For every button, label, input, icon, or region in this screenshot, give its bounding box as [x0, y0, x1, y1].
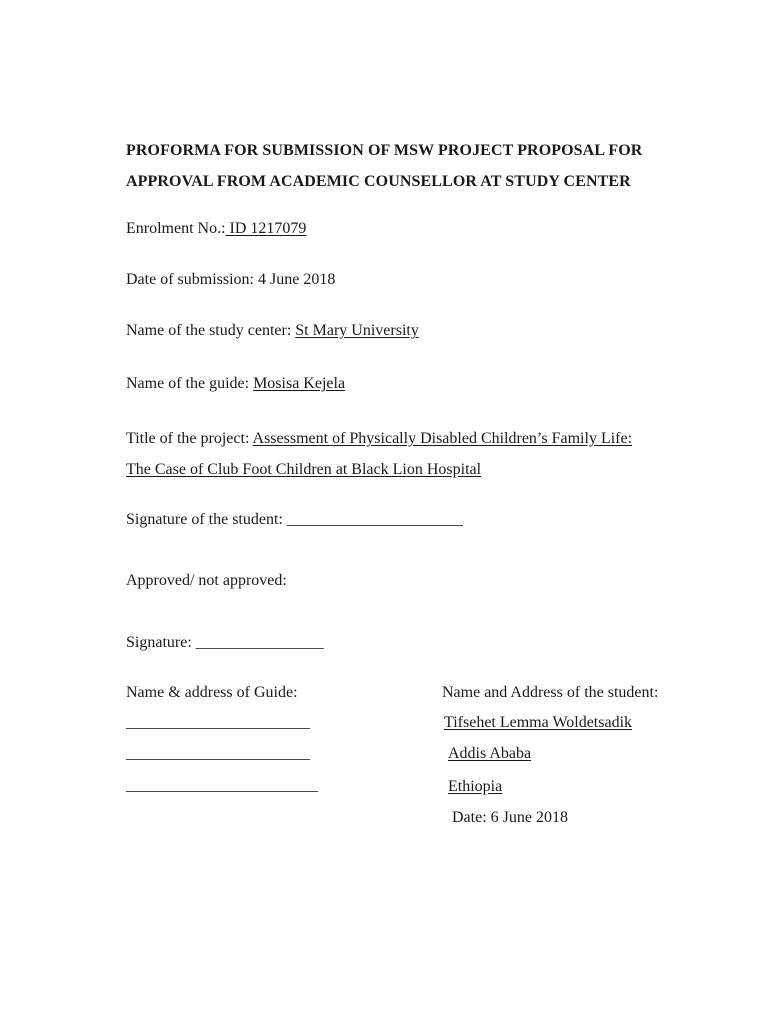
- project-title-label: Title of the project:: [126, 430, 253, 447]
- guide-value: Mosisa Kejela: [253, 375, 346, 392]
- enrolment-row: [126, 219, 306, 239]
- signature-line: Signature: ________________: [126, 634, 324, 651]
- guide-label: Name of the guide:: [126, 375, 254, 392]
- student-city: Addis Ababa: [448, 745, 532, 762]
- student-name: Tifsehet Lemma Woldetsadik: [444, 714, 633, 731]
- approval-status: Approved/ not approved:: [126, 572, 287, 589]
- student-address-label: Name and Address of the student:: [442, 684, 659, 701]
- guide-row: [126, 374, 345, 394]
- project-title-value-2: The Case of Club Foot Children at Black Lion Hospital: [126, 461, 482, 478]
- heading-line-2: APPROVAL FROM ACADEMIC COUNSELLOR AT STUDY CENTER: [126, 173, 631, 190]
- enrolment-label: Enrolment No.:: [126, 220, 226, 237]
- project-title-value-1: Assessment of Physically Disabled Children’s Family Life:: [252, 430, 633, 447]
- student-date: Date: 6 June 2018: [452, 809, 568, 826]
- submission-date: Date of submission: 4 June 2018: [126, 271, 336, 288]
- study-center-row: [126, 321, 419, 341]
- heading-line-1: PROFORMA FOR SUBMISSION OF MSW PROJECT PROPOSAL FOR: [126, 142, 643, 159]
- study-center-value: St Mary University: [295, 322, 419, 339]
- enrolment-value: ID 1217079: [225, 220, 307, 237]
- guide-address-label: Name & address of Guide:: [126, 684, 298, 701]
- study-center-label: Name of the study center:: [126, 322, 296, 339]
- guide-address-line-2: _______________________: [126, 745, 310, 762]
- guide-address-line-3: ________________________: [126, 777, 318, 794]
- guide-address-line-1: _______________________: [126, 714, 310, 731]
- student-signature-line: Signature of the student: ______________________: [126, 511, 463, 528]
- student-country: Ethiopia: [448, 778, 503, 795]
- project-title-row: [126, 429, 632, 449]
